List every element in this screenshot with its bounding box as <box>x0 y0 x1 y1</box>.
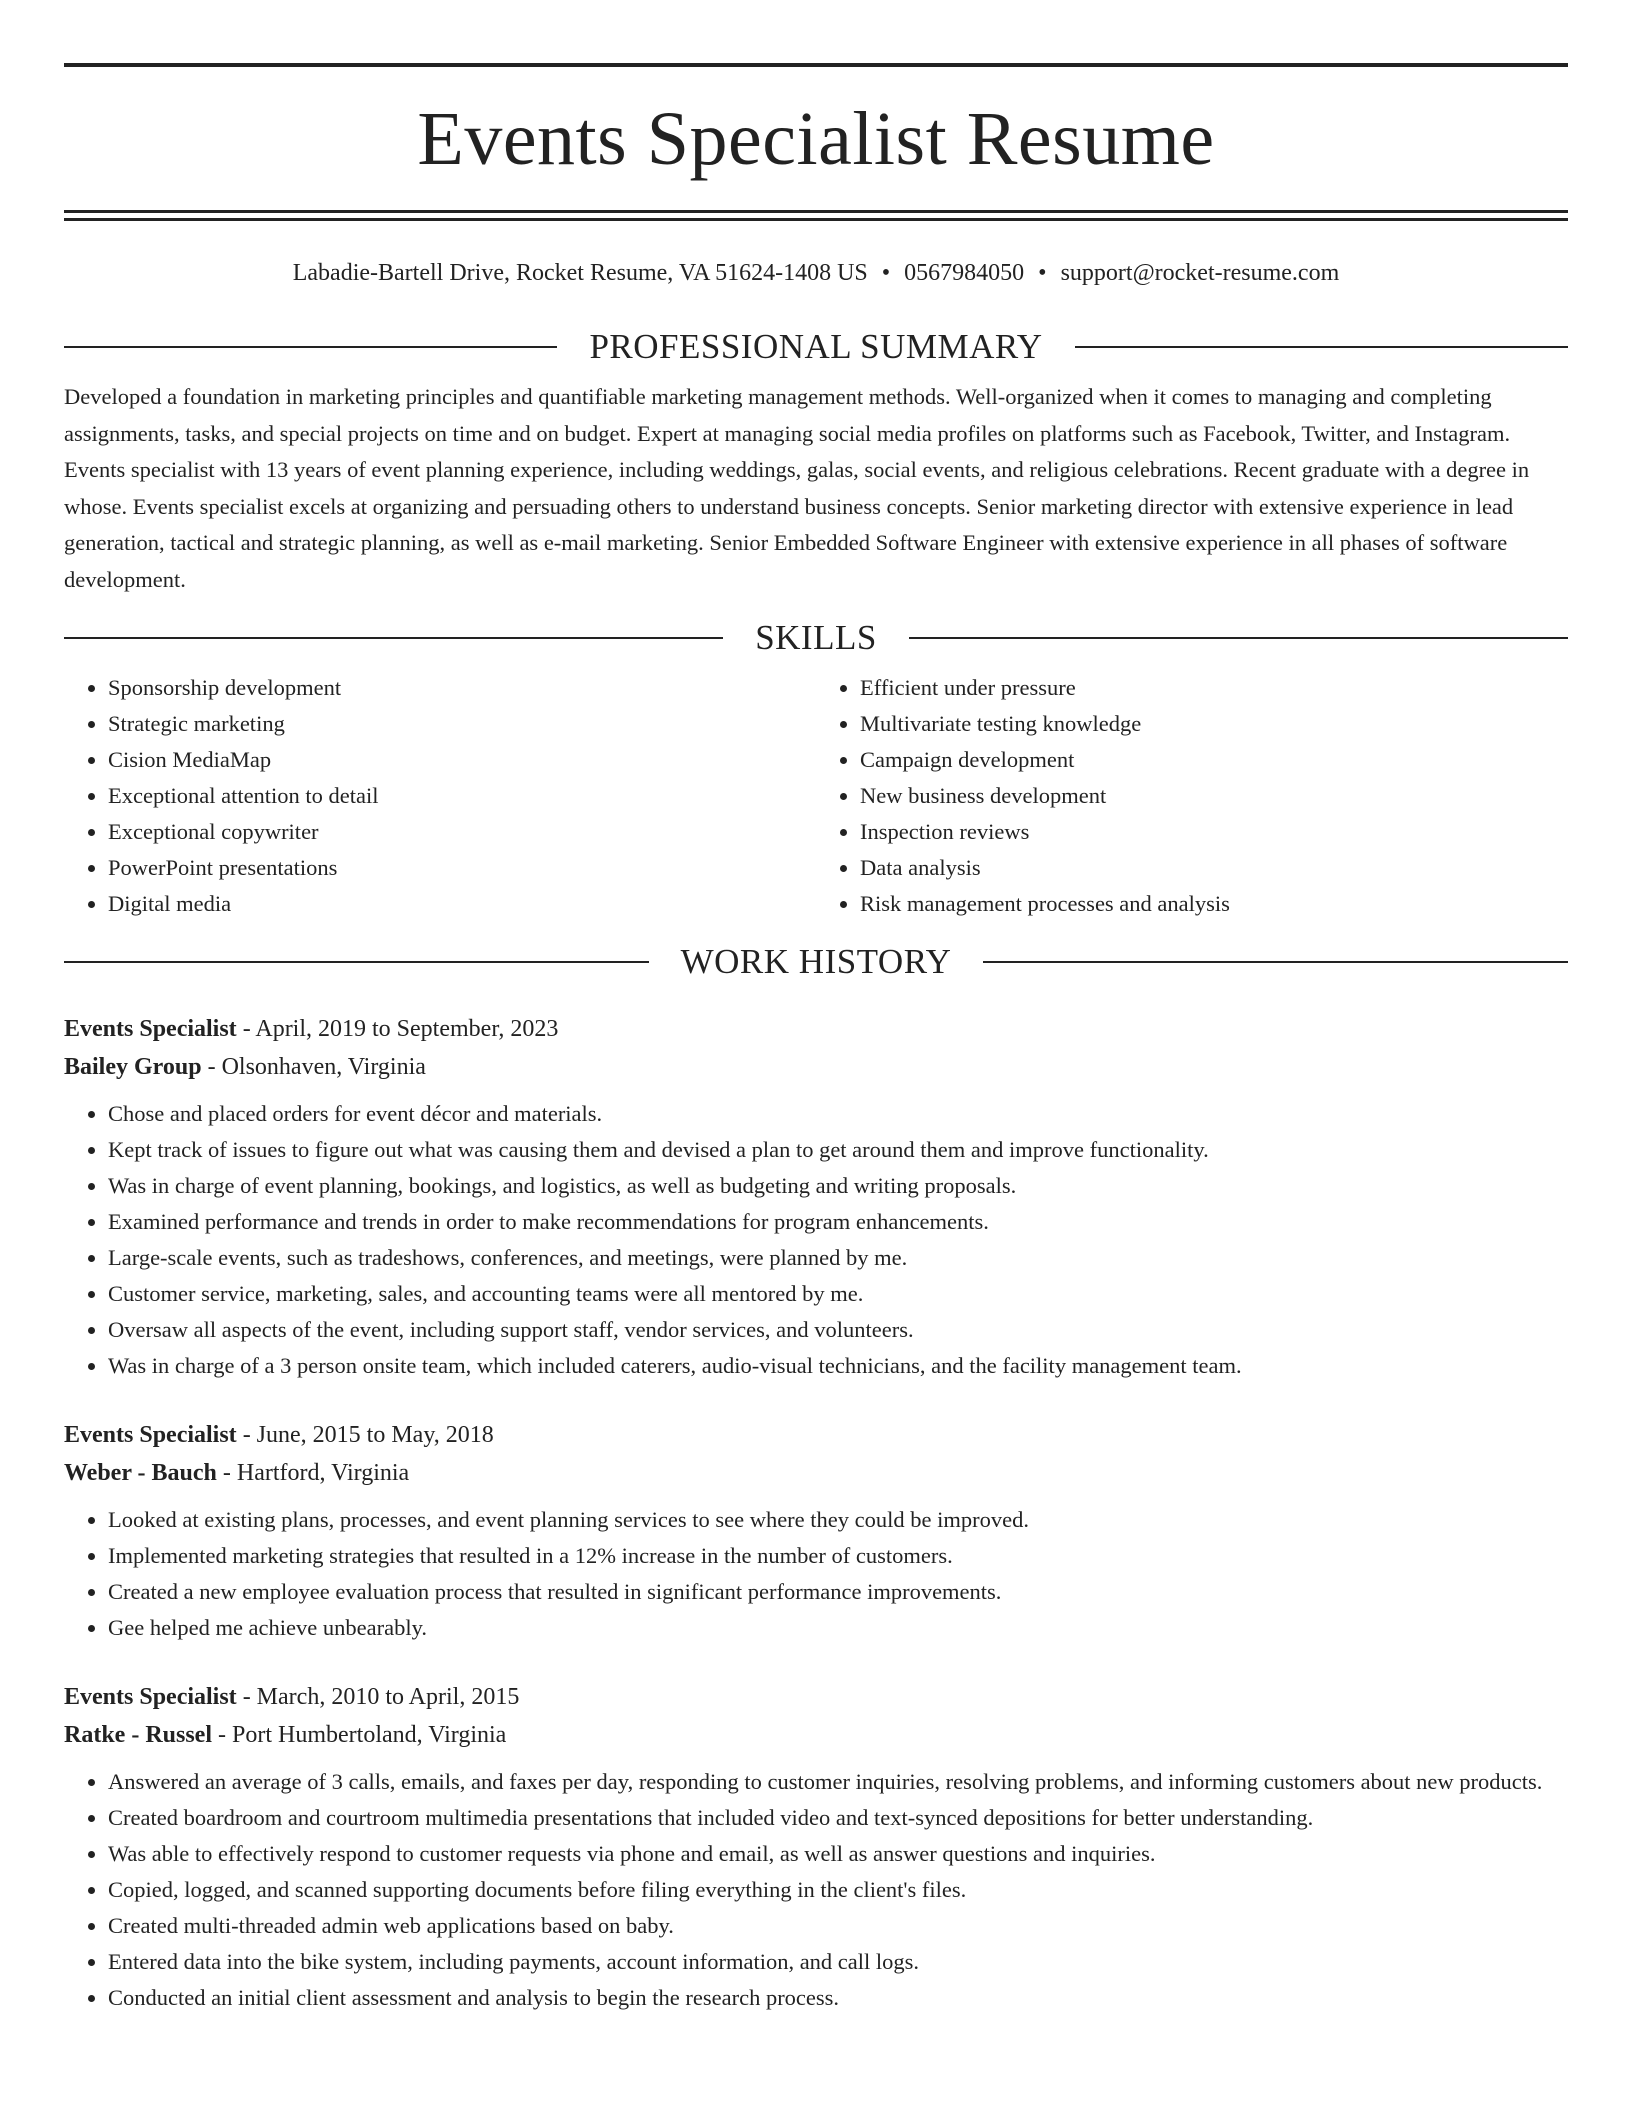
job-bullet: • Created multi-threaded admin web applications based on baby. <box>108 1908 1568 1944</box>
job-dates: - April, 2019 to September, 2023 <box>236 1016 559 1042</box>
job-bullet: • Was able to effectively respond to customer requests via phone and email, as well as answer questions and inquiries. <box>108 1836 1568 1872</box>
skill-item: • Inspection reviews <box>860 814 1568 850</box>
job-bullet: • Copied, logged, and scanned supporting documents before filing everything in the client's files. <box>108 1872 1568 1908</box>
contact-separator: • <box>1038 260 1047 286</box>
skill-item: • Exceptional copywriter <box>108 814 816 850</box>
skill-item: • Risk management processes and analysis <box>860 886 1568 922</box>
skill-item: • Digital media <box>108 886 816 922</box>
summary-heading-label: PROFESSIONAL SUMMARY <box>589 327 1043 366</box>
job-entry <box>64 1678 1568 2016</box>
job-bullet: • Large-scale events, such as tradeshows, conferences, and meetings, were planned by me. <box>108 1240 1568 1276</box>
job-location: - Olsonhaven, Virginia <box>201 1054 426 1080</box>
skill-item: • Campaign development <box>860 742 1568 778</box>
resume-page <box>64 0 1568 2016</box>
heading-rule <box>1075 346 1568 348</box>
job-company: Ratke - Russel <box>64 1722 212 1748</box>
job-bullet: • Answered an average of 3 calls, emails, and faxes per day, responding to customer inquiries, resolving problems, and informing customers about new products. <box>108 1764 1568 1800</box>
job-title: Events Specialist <box>64 1016 237 1042</box>
top-rule <box>64 63 1568 67</box>
job-bullet: • Chose and placed orders for event décor and materials. <box>108 1096 1568 1132</box>
job-bullet: • Was in charge of a 3 person onsite team, which included caterers, audio-visual technicians, and the facility management team. <box>108 1348 1568 1384</box>
skills-heading-label: SKILLS <box>755 618 877 657</box>
skills-heading <box>64 616 1568 660</box>
job-bullet: • Implemented marketing strategies that resulted in a 12% increase in the number of customers. <box>108 1538 1568 1574</box>
heading-rule <box>983 961 1568 963</box>
skill-item: • PowerPoint presentations <box>108 850 816 886</box>
skills-list <box>64 670 1568 922</box>
job-bullet: • Conducted an initial client assessment and analysis to begin the research process. <box>108 1980 1568 2016</box>
job-bullet: • Created boardroom and courtroom multimedia presentations that included video and text-synced depositions for better understanding. <box>108 1800 1568 1836</box>
job-title-line <box>64 1416 1568 1454</box>
job-bullet: • Entered data into the bike system, including payments, account information, and call logs. <box>108 1944 1568 1980</box>
page-title: Events Specialist Resume <box>417 97 1215 181</box>
job-location: - Hartford, Virginia <box>216 1460 410 1486</box>
job-company-line <box>64 1048 1568 1086</box>
job-entry <box>64 1416 1568 1646</box>
skill-item: • Cision MediaMap <box>108 742 816 778</box>
job-dates: - June, 2015 to May, 2018 <box>236 1422 494 1448</box>
job-bullets <box>64 1502 1568 1646</box>
heading-rule <box>64 637 723 639</box>
job-bullet: • Examined performance and trends in order to make recommendations for program enhancements. <box>108 1204 1568 1240</box>
skill-item: • New business development <box>860 778 1568 814</box>
job-bullet: • Was in charge of event planning, bookings, and logistics, as well as budgeting and writing proposals. <box>108 1168 1568 1204</box>
summary-text: Developed a foundation in marketing principles and quantifiable marketing management methods. Well-organized when it comes to managing and completing assignments, tasks, and special projects on time and on budget. Expert at managing social media profiles on platforms such as Facebook, Twitter, and Instagram. Events specialist with 13 years of event planning experience, including weddings, galas, social events, and religious celebrations. Recent graduate with a degree in whose. Events specialist excels at organizing and persuading others to understand business concepts. Senior marketing director with extensive experience in lead generation, tactical and strategic planning, as well as e-mail marketing. Senior Embedded Software Engineer with extensive experience in all phases of software development. <box>64 384 1530 592</box>
job-company: Bailey Group <box>64 1054 202 1080</box>
job-bullet: • Looked at existing plans, processes, and event planning services to see where they could be improved. <box>108 1502 1568 1538</box>
contact-line <box>64 258 1568 288</box>
job-entry <box>64 1010 1568 1384</box>
job-bullets <box>64 1764 1568 2016</box>
job-title: Events Specialist <box>64 1684 237 1710</box>
job-bullet: • Gee helped me achieve unbearably. <box>108 1610 1568 1646</box>
skill-item: • Sponsorship development <box>108 670 816 706</box>
job-bullets <box>64 1096 1568 1384</box>
job-company: Weber - Bauch <box>64 1460 217 1486</box>
job-title: Events Specialist <box>64 1422 237 1448</box>
job-company-line <box>64 1454 1568 1492</box>
job-dates: - March, 2010 to April, 2015 <box>236 1684 520 1710</box>
skill-item: • Strategic marketing <box>108 706 816 742</box>
skills-column-right <box>816 670 1568 922</box>
contact-email: support@rocket-resume.com <box>1060 260 1340 286</box>
contact-address: Labadie-Bartell Drive, Rocket Resume, VA 51624-1408 US <box>292 260 868 286</box>
job-bullet: • Created a new employee evaluation process that resulted in significant performance improvements. <box>108 1574 1568 1610</box>
skills-column-left <box>64 670 816 922</box>
skill-item: • Exceptional attention to detail <box>108 778 816 814</box>
heading-rule <box>909 637 1568 639</box>
skill-item: • Multivariate testing knowledge <box>860 706 1568 742</box>
summary-heading <box>64 325 1568 369</box>
contact-separator: • <box>881 260 891 286</box>
heading-rule <box>64 346 557 348</box>
contact-phone: 0567984050 <box>904 260 1025 286</box>
work-history-heading-label: WORK HISTORY <box>680 942 952 981</box>
heading-rule <box>64 961 649 963</box>
work-history-heading <box>64 940 1568 984</box>
skill-item: • Efficient under pressure <box>860 670 1568 706</box>
job-bullet: • Customer service, marketing, sales, and accounting teams were all mentored by me. <box>108 1276 1568 1312</box>
skill-item: • Data analysis <box>860 850 1568 886</box>
job-bullet: • Oversaw all aspects of the event, including support staff, vendor services, and volunteers. <box>108 1312 1568 1348</box>
job-company-line <box>64 1716 1568 1754</box>
job-title-line <box>64 1678 1568 1716</box>
job-location: - Port Humbertoland, Virginia <box>212 1722 507 1748</box>
job-bullet: • Kept track of issues to figure out what was causing them and devised a plan to get around them and improve functionality. <box>108 1132 1568 1168</box>
job-title-line <box>64 1010 1568 1048</box>
double-rule <box>64 210 1568 221</box>
